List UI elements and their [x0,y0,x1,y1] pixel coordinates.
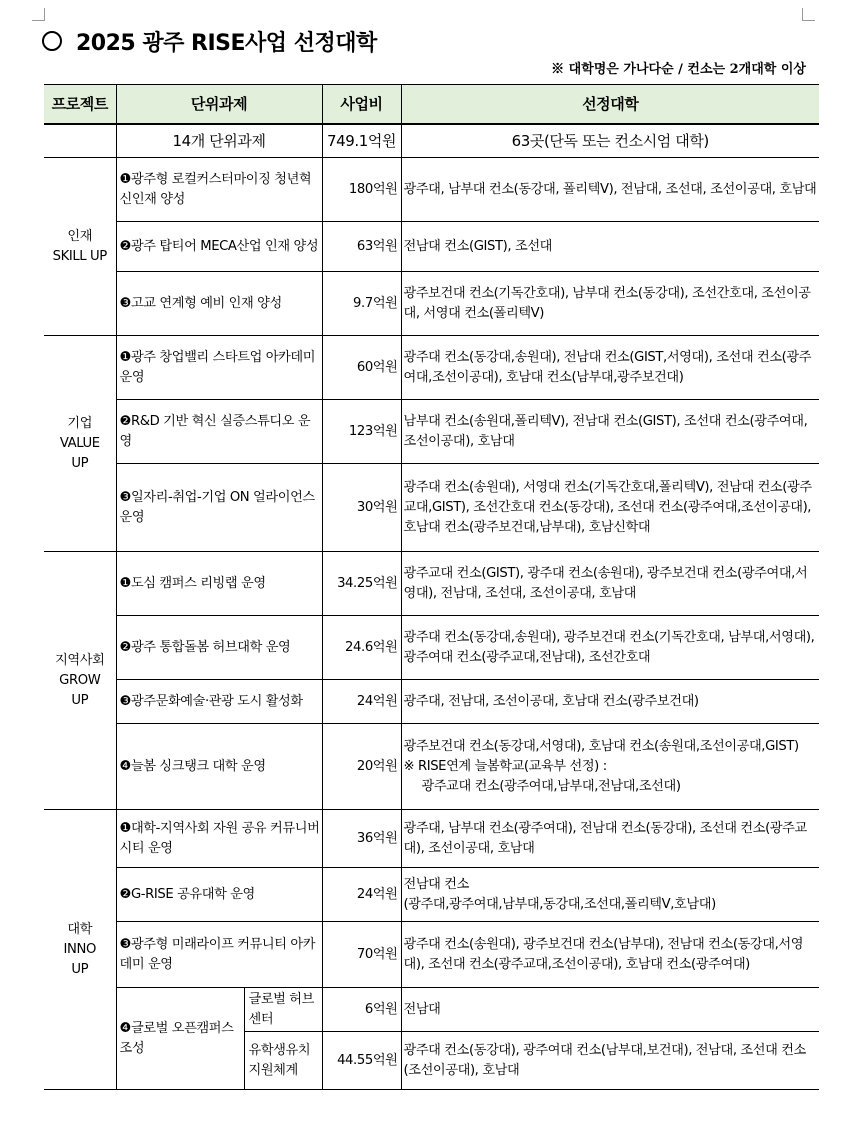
budget-cell: 63억원 [322,222,401,272]
task-name: 도심 캠퍼스 리빙랩 운영 [130,575,266,591]
number-3-icon: ❸ [119,936,131,952]
task-name: 광주문화예술·관광 도시 활성화 [130,693,303,709]
task-cell [116,552,322,616]
univ-cell: 전남대 컨소(GIST), 조선대 [401,222,819,272]
task-cell [116,158,322,222]
univ-list-detail: (광주대,광주여대,남부대,동강대,조선대,폴리텍Ⅴ,호남대) [403,896,716,912]
budget-cell: 34.25억원 [322,552,401,616]
budget-cell: 24.6억원 [322,616,401,680]
number-2-icon: ❷ [119,639,131,655]
task-cell [116,336,322,400]
task-cell [116,680,322,724]
task-name: 광주 창업밸리 스타트업 아카데미 운영 [119,349,316,385]
summary-row [44,124,819,158]
univ-cell: 광주대 컨소(동강대), 광주여대 컨소(남부대,보건대), 전남대, 조선대 컨소(조선이공대), 호남대 [401,1032,819,1090]
task-name: 고교 연계형 예비 인재 양성 [130,295,282,311]
univ-cell: 광주보건대 컨소(기독간호대), 남부대 컨소(동강대), 조선간호대, 조선이공대, 서영대 컨소(폴리텍Ⅴ) [401,272,819,336]
number-4-icon: ❹ [119,758,131,774]
number-1-icon: ❶ [119,349,131,365]
univ-list: 전남대 컨소 [403,876,469,892]
table-header-row [44,85,819,125]
number-1-icon: ❶ [119,820,131,836]
univ-list: 광주보건대 컨소(동강대,서영대), 호남대 컨소(송원대,조선이공대,GIST) [403,738,799,754]
summary-task: 14개 단위과제 [116,124,322,158]
table-row [44,158,819,222]
group-label-skill-up: 인재 SKILL UP [44,158,116,336]
header-project: 프로젝트 [44,85,116,125]
budget-cell: 9.7억원 [322,272,401,336]
page-corner-mark-left [32,8,45,21]
table-row [44,552,819,616]
table-row [44,868,819,922]
table-row [44,400,819,464]
task-cell [116,810,322,868]
task-name: 일자리-취업-기업 ON 얼라이언스 운영 [119,489,315,525]
summary-blank [44,124,116,158]
group-label-grow-up: 지역사회 GROW UP [44,552,116,810]
table-row [44,988,819,1032]
univ-cell: 남부대 컨소(송원대,폴리텍Ⅴ), 전남대 컨소(GIST), 조선대 컨소(광주여대,조선이공대), 호남대 [401,400,819,464]
task-name: 글로벌 오픈캠퍼스 조성 [119,1020,234,1056]
summary-univ: 63곳(단독 또는 컨소시엄 대학) [401,124,819,158]
table-row [44,464,819,552]
group-label-value-up: 기업 VALUE UP [44,336,116,552]
task-cell [116,922,322,988]
budget-cell: 123억원 [322,400,401,464]
table-row [44,724,819,810]
univ-cell: 광주대, 남부대 컨소(광주여대), 전남대 컨소(동강대), 조선대 컨소(광주교대), 조선이공대, 호남대 [401,810,819,868]
task-cell [116,400,322,464]
task-cell [116,868,322,922]
summary-budget: 749.1억원 [322,124,401,158]
table-row [44,222,819,272]
page-title-text: 2025 광주 RISE사업 선정대학 [76,31,377,56]
task-name: 늘봄 싱크탱크 대학 운영 [130,758,266,774]
table-row [44,616,819,680]
task-cell [116,988,244,1090]
table-row [44,336,819,400]
budget-cell: 70억원 [322,922,401,988]
univ-cell: 광주대 컨소(송원대), 광주보건대 컨소(남부대), 전남대 컨소(동강대,서영대), 조선대 컨소(광주교대,조선이공대), 호남대 컨소(광주여대) [401,922,819,988]
task-name: G-RISE 공유대학 운영 [130,886,255,902]
task-cell [116,222,322,272]
univ-cell: 광주대, 남부대 컨소(동강대, 폴리텍Ⅴ), 전남대, 조선대, 조선이공대, 호남대 [401,158,819,222]
budget-cell: 44.55억원 [322,1032,401,1090]
page-corner-mark-right [802,8,815,21]
task-name: 대학-지역사회 자원 공유 커뮤니버시티 운영 [119,820,320,856]
number-2-icon: ❷ [119,238,131,254]
page-title [42,26,377,57]
univ-cell: 광주대 컨소(동강대,송원대), 전남대 컨소(GIST,서영대), 조선대 컨소(광주여대,조선이공대), 호남대 컨소(남부대,광주보건대) [401,336,819,400]
number-3-icon: ❸ [119,295,131,311]
task-name: 광주 통합돌봄 허브대학 운영 [130,639,291,655]
task-name: 광주형 로컬커스터마이징 청년혁신인재 양성 [119,171,312,207]
header-budget: 사업비 [322,85,401,125]
group-label-inno-up: 대학 INNO UP [44,810,116,1090]
table-row [44,810,819,868]
task-name: 광주형 미래라이프 커뮤니티 아카데미 운영 [119,936,316,972]
task-cell [116,724,322,810]
number-2-icon: ❷ [119,886,131,902]
circle-bullet-icon [42,31,62,51]
table-row [44,680,819,724]
univ-cell: 광주교대 컨소(GIST), 광주대 컨소(송원대), 광주보건대 컨소(광주여대,서영대), 전남대, 조선대, 조선이공대, 호남대 [401,552,819,616]
univ-cell: 광주대 컨소(동강대,송원대), 광주보건대 컨소(기독간호대, 남부대,서영대), 광주여대 컨소(광주교대,전남대), 조선간호대 [401,616,819,680]
univ-note: ※ RISE연계 늘봄학교(교육부 선정) : [403,758,607,774]
budget-cell: 30억원 [322,464,401,552]
budget-cell: 36억원 [322,810,401,868]
header-task: 단위과제 [116,85,322,125]
number-1-icon: ❶ [119,171,131,187]
number-1-icon: ❶ [119,575,131,591]
univ-cell [401,868,819,922]
header-univ: 선정대학 [401,85,819,125]
rise-selection-table [44,84,819,1090]
budget-cell: 20억원 [322,724,401,810]
number-4-icon: ❹ [119,1020,131,1036]
subtask-cell: 유학생유치 지원체계 [244,1032,322,1090]
budget-cell: 24억원 [322,868,401,922]
budget-cell: 180억원 [322,158,401,222]
budget-cell: 60억원 [322,336,401,400]
task-cell [116,616,322,680]
univ-cell: 광주대, 전남대, 조선이공대, 호남대 컨소(광주보건대) [401,680,819,724]
univ-cell: 전남대 [401,988,819,1032]
task-cell [116,272,322,336]
number-3-icon: ❸ [119,489,131,505]
task-name: R&D 기반 혁신 실증스튜디오 운영 [119,413,311,449]
task-cell [116,464,322,552]
univ-note-detail: 광주교대 컨소(광주여대,남부대,전남대,조선대) [421,778,681,794]
univ-cell [401,724,819,810]
table-row [44,922,819,988]
number-2-icon: ❷ [119,413,131,429]
sort-note: ※ 대학명은 가나다순 / 컨소는 2개대학 이상 [551,62,806,77]
univ-cell: 광주대 컨소(송원대), 서영대 컨소(기독간호대,폴리텍Ⅴ), 전남대 컨소(광주교대,GIST), 조선간호대 컨소(동강대), 조선대 컨소(광주여대,조선이공대), 호남대 컨소(광주보건대,남부대), 호남신학대 [401,464,819,552]
budget-cell: 24억원 [322,680,401,724]
number-3-icon: ❸ [119,693,131,709]
budget-cell: 6억원 [322,988,401,1032]
task-name: 광주 탑티어 MECA산업 인재 양성 [130,238,319,254]
table-row [44,272,819,336]
subtask-cell: 글로벌 허브센터 [244,988,322,1032]
